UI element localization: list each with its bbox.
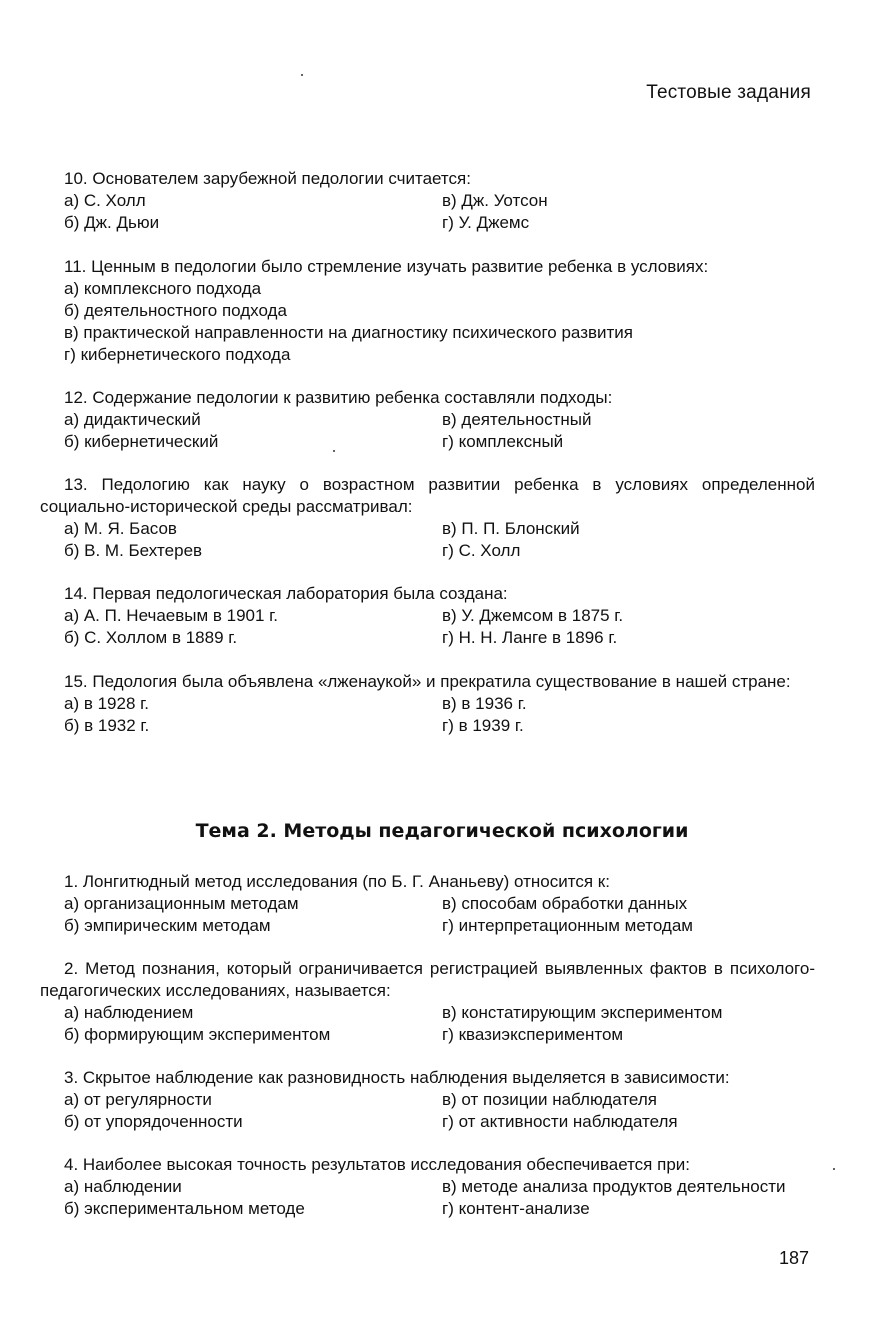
question-13 xyxy=(40,474,815,562)
running-header: Тестовые задания xyxy=(646,82,811,103)
question-15 xyxy=(40,671,815,737)
option-g: г) Н. Н. Ланге в 1896 г. xyxy=(442,628,618,647)
option-a: а) дидактический xyxy=(64,410,201,429)
option-g: г) кибернетического подхода xyxy=(64,345,291,364)
answer-options xyxy=(40,518,815,562)
option-v: в) констатирующим экспериментом xyxy=(442,1003,723,1022)
option-g: г) У. Джемс xyxy=(442,213,530,232)
answer-options xyxy=(40,605,815,649)
option-v: в) Дж. Уотсон xyxy=(442,191,548,210)
option-g: г) комплексный xyxy=(442,432,564,451)
question-t2-2 xyxy=(40,958,815,1046)
question-stem: 3. Скрытое наблюдение как разновидность наблюдения выделяется в зависимости: xyxy=(64,1068,730,1087)
option-b: б) кибернетический xyxy=(64,432,219,451)
question-11 xyxy=(40,256,815,366)
option-a: а) наблюдении xyxy=(64,1177,182,1196)
option-v: в) от позиции наблюдателя xyxy=(442,1090,657,1109)
speck xyxy=(833,1168,835,1170)
option-b: б) от упорядоченности xyxy=(64,1112,243,1131)
question-stem: 11. Ценным в педологии было стремление изучать развитие ребенка в условиях: xyxy=(64,257,709,276)
question-stem: 2. Метод познания, который ограничивается регистрацией выявленных фактов в психолого-педагогических исследованиях, называется: xyxy=(40,959,815,1000)
page-number: 187 xyxy=(778,1248,809,1268)
question-t2-4 xyxy=(40,1154,815,1220)
option-a: а) А. П. Нечаевым в 1901 г. xyxy=(64,606,279,625)
option-v: в) П. П. Блонский xyxy=(442,519,580,538)
option-a: а) М. Я. Басов xyxy=(64,519,177,538)
speck xyxy=(301,74,303,76)
option-a: а) в 1928 г. xyxy=(64,694,149,713)
option-v: в) У. Джемсом в 1875 г. xyxy=(442,606,624,625)
option-b: б) В. М. Бехтерев xyxy=(64,541,203,560)
option-v: в) практической направленности на диагностику психического развития xyxy=(64,323,634,342)
answer-options xyxy=(40,1176,815,1220)
option-v: в) деятельностный xyxy=(442,410,592,429)
option-b: б) эмпирическим методам xyxy=(64,916,271,935)
option-a: а) С. Холл xyxy=(64,191,146,210)
question-stem: 15. Педология была объявлена «лженаукой» и прекратила существование в нашей стране: xyxy=(64,672,791,691)
answer-options xyxy=(40,1089,815,1133)
option-g: г) в 1939 г. xyxy=(442,716,524,735)
option-b: б) формирующим экспериментом xyxy=(64,1025,331,1044)
option-b: б) С. Холлом в 1889 г. xyxy=(64,628,238,647)
question-stem: 13. Педологию как науку о возрастном развитии ребенка в условиях определенной социально-исторической среды рассматривал: xyxy=(40,475,815,516)
question-12 xyxy=(40,387,815,453)
question-10 xyxy=(40,168,815,234)
answer-options xyxy=(40,1002,815,1046)
option-a: а) комплексного подхода xyxy=(64,279,262,298)
option-g: г) С. Холл xyxy=(442,541,521,560)
option-v: в) в 1936 г. xyxy=(442,694,527,713)
option-g: г) квазиэкспериментом xyxy=(442,1025,624,1044)
option-b: б) Дж. Дьюи xyxy=(64,213,160,232)
question-stem: 14. Первая педологическая лаборатория была создана: xyxy=(64,584,508,603)
question-stem: 1. Лонгитюдный метод исследования (по Б. Г. Ананьеву) относится к: xyxy=(64,872,610,891)
question-stem: 10. Основателем зарубежной педологии считается: xyxy=(64,169,471,188)
option-v: в) способам обработки данных xyxy=(442,894,688,913)
option-b: б) деятельностного подхода xyxy=(64,301,287,320)
option-a: а) от регулярности xyxy=(64,1090,212,1109)
question-t2-1 xyxy=(40,871,815,937)
option-g: г) интерпретационным методам xyxy=(442,916,693,935)
option-v: в) методе анализа продуктов деятельности xyxy=(442,1177,786,1196)
answer-options xyxy=(40,893,815,937)
option-a: а) организационным методам xyxy=(64,894,299,913)
question-stem: 4. Наиболее высокая точность результатов исследования обеспечивается при: xyxy=(64,1155,690,1174)
answer-options xyxy=(40,190,815,234)
option-a: а) наблюдением xyxy=(64,1003,194,1022)
option-g: г) контент-анализе xyxy=(442,1199,590,1218)
question-t2-3 xyxy=(40,1067,815,1133)
answer-options xyxy=(40,693,815,737)
question-14 xyxy=(40,583,815,649)
section-title: Тема 2. Методы педагогической психологии xyxy=(195,820,689,842)
option-b: б) в 1932 г. xyxy=(64,716,150,735)
option-g: г) от активности наблюдателя xyxy=(442,1112,678,1131)
option-b: б) экспериментальном методе xyxy=(64,1199,305,1218)
answer-options xyxy=(40,409,815,453)
question-stem: 12. Содержание педологии к развитию ребенка составляли подходы: xyxy=(64,388,613,407)
